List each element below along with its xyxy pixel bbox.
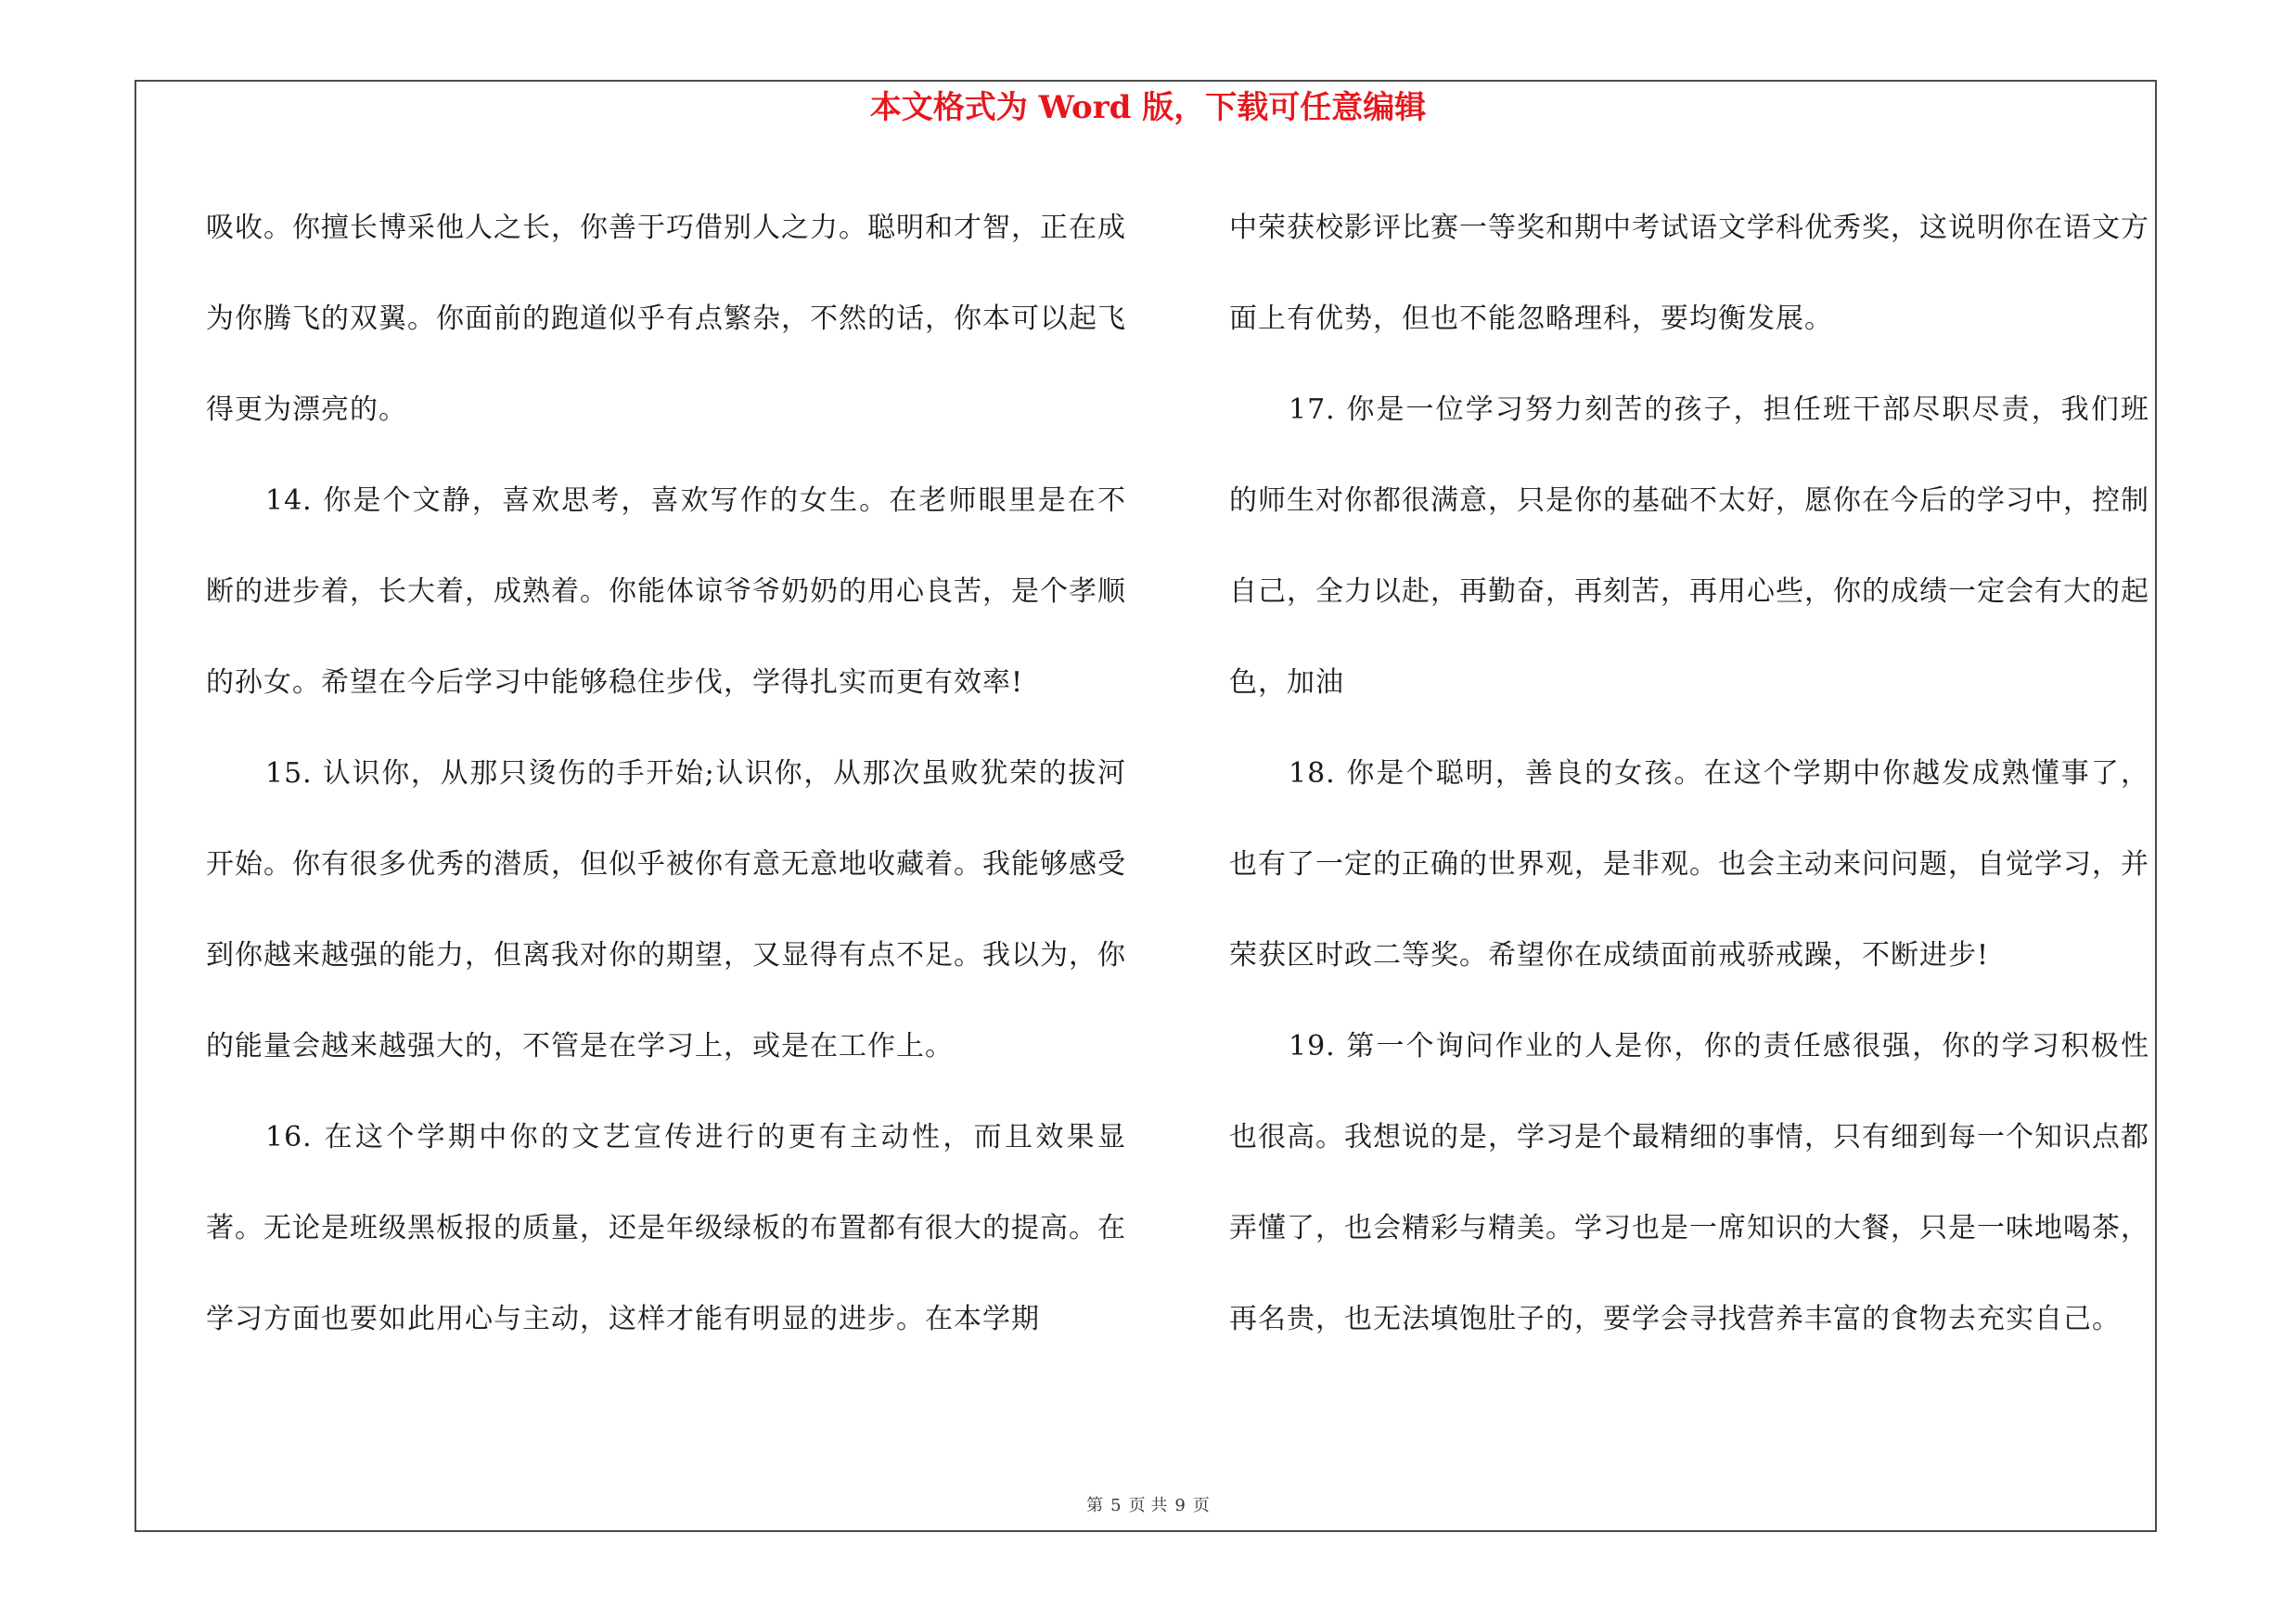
total-page-number: 9 xyxy=(1174,1496,1186,1515)
paragraph-comment-14: 14. 你是个文静，喜欢思考，喜欢写作的女生。在老师眼里是在不断的进步着，长大着，成熟着。你能体谅爷爷奶奶的用心良苦，是个孝顺的孙女。希望在今后学习中能够稳住步伐，学得扎实而更有效率! xyxy=(206,484,1126,699)
paragraph-comment-19: 19. 第一个询问作业的人是你，你的责任感很强，你的学习积极性也很高。我想说的是，学习是个最精细的事情，只有细到每一个知识点都弄懂了，也会精彩与精美。学习也是一席知识的大餐，只是一味地喝茶，再名贵，也无法填饱肚子的，要学会寻找营养丰富的食物去充实自己。 xyxy=(1229,1030,2149,1335)
current-page-number: 5 xyxy=(1110,1496,1122,1515)
page-number-footer xyxy=(0,1494,2296,1518)
footer-label-before: 第 xyxy=(1086,1496,1104,1515)
paragraph-comment-18: 18. 你是个聪明，善良的女孩。在这个学期中你越发成熟懂事了，也有了一定的正确的世界观，是非观。也会主动来问问题，自觉学习，并荣获区时政二等奖。希望你在成绩面前戒骄戒躁，不断进步! xyxy=(1229,757,2149,972)
paragraph-comment-16: 16. 在这个学期中你的文艺宣传进行的更有主动性，而且效果显著。无论是班级黑板报的质量，还是年级绿板的布置都有很大的提高。在学习方面也要如此用心与主动，这样才能有明显的进步。在本学期 xyxy=(206,1121,1126,1335)
document-header-title: 本文格式为 Word 版，下载可任意编辑 xyxy=(869,89,1427,126)
paragraph-comment-17: 17. 你是一位学习努力刻苦的孩子，担任班干部尽职尽责，我们班的师生对你都很满意，只是你的基础不太好，愿你在今后的学习中，控制自己，全力以赴，再勤奋，再刻苦，再用心些，你的成绩一定会有大的起色，加油 xyxy=(1229,393,2149,699)
footer-label-after: 页 xyxy=(1192,1496,1210,1515)
paragraph-comment-15: 15. 认识你，从那只烫伤的手开始;认识你，从那次虽败犹荣的拔河开始。你有很多优秀的潜质，但似乎被你有意无意地收藏着。我能够感受到你越来越强的能力，但离我对你的期望，又显得有点不足。我以为，你的能量会越来越强大的，不管是在学习上，或是在工作上。 xyxy=(206,757,1126,1063)
left-text-column xyxy=(206,183,1126,1365)
footer-label-mid: 页 共 xyxy=(1128,1496,1168,1515)
paragraph-continuation: 吸收。你擅长博采他人之长，你善于巧借别人之力。聪明和才智，正在成为你腾飞的双翼。你面前的跑道似乎有点繁杂，不然的话，你本可以起飞得更为漂亮的。 xyxy=(206,212,1126,426)
right-text-column xyxy=(1229,183,2149,1365)
paragraph-continuation-16: 中荣获校影评比赛一等奖和期中考试语文学科优秀奖，这说明你在语文方面上有优势，但也不能忽略理科，要均衡发展。 xyxy=(1229,212,2149,335)
